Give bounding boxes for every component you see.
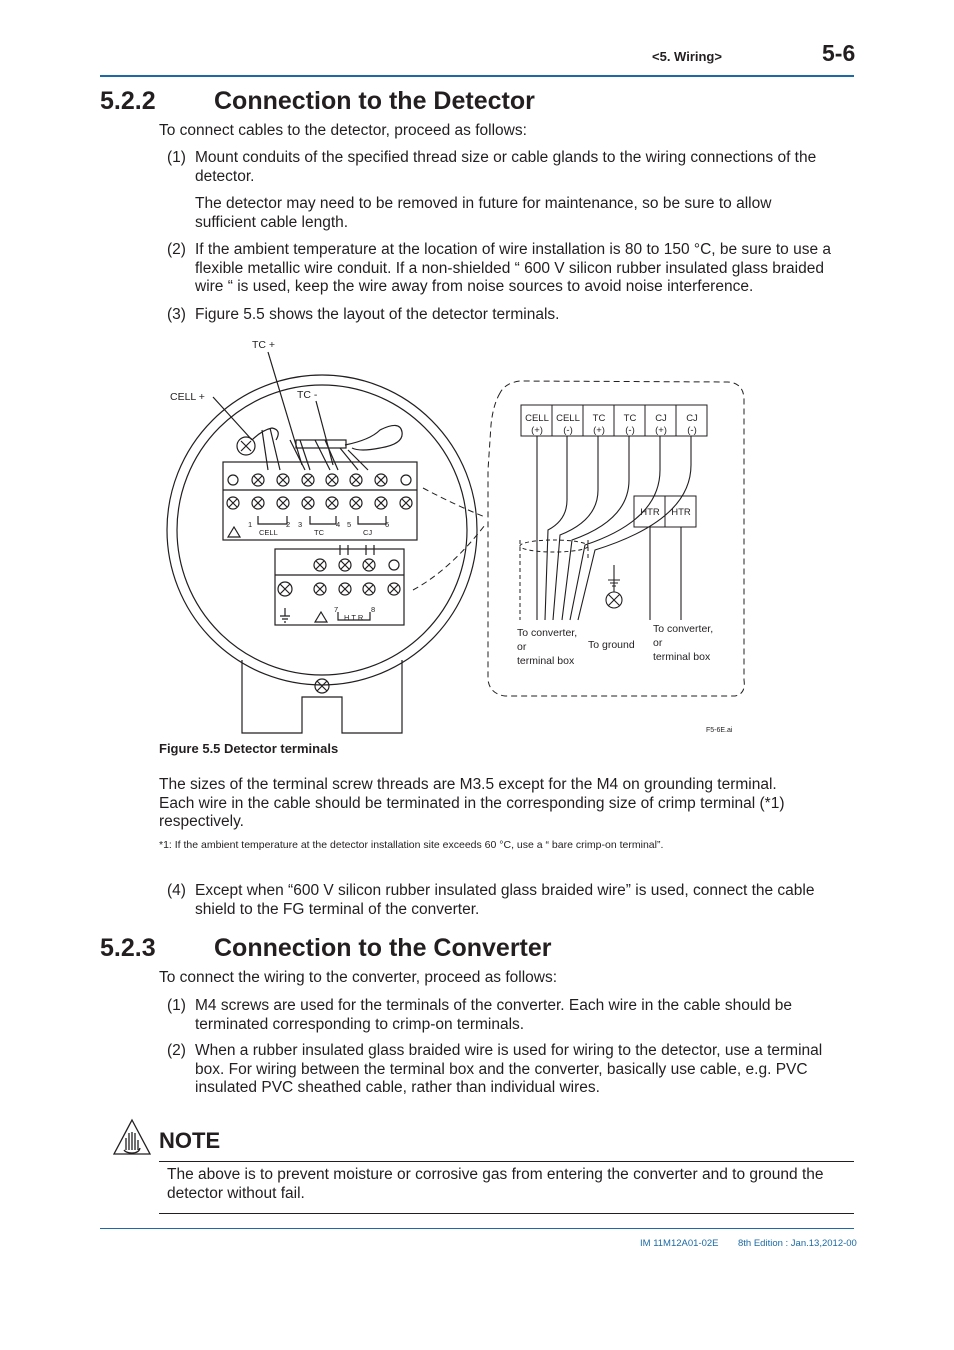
- terminal-label: (+): [655, 425, 667, 436]
- section-title: Connection to the Detector: [214, 87, 535, 115]
- housing-stem: [242, 660, 402, 733]
- block-name: CELL: [259, 528, 278, 537]
- to-converter-label: or: [653, 637, 663, 649]
- block-number: 5: [347, 520, 352, 529]
- footer-rule: [100, 1228, 854, 1229]
- to-converter-label: To converter,: [653, 623, 714, 635]
- list-item-text: [195, 1042, 855, 1098]
- text-line: The sizes of the terminal screw threads are M3.5 except for the M4 on grounding terminal.: [159, 776, 777, 793]
- block-number: 6: [385, 520, 390, 529]
- section-intro: To connect the wiring to the converter, proceed as follows:: [159, 969, 558, 986]
- edition: 8th Edition : Jan.13,2012-00: [738, 1238, 857, 1249]
- section-number: 5.2.2: [100, 87, 156, 115]
- text-line: terminated corresponding to crimp-on terminals.: [195, 1015, 525, 1033]
- list-item-number: (1): [167, 997, 186, 1014]
- text-line: sufficient cable length.: [195, 213, 349, 231]
- block-name: TC: [314, 528, 324, 537]
- tc-minus-label: TC -: [297, 389, 318, 401]
- terminal-label: TC: [592, 413, 606, 424]
- list-item-number: (2): [167, 1042, 186, 1059]
- list-item-number: (1): [167, 149, 186, 166]
- text-line: box. For wiring between the terminal box and the converter, basically use cable, e.g. PVC: [195, 1060, 808, 1078]
- text-line: shield to the FG terminal of the converter.: [195, 900, 480, 918]
- tc-plus-label: TC +: [252, 339, 276, 351]
- figure-caption: Figure 5.5 Detector terminals: [159, 741, 339, 756]
- htr-label: HTR: [671, 507, 691, 518]
- terminal-label: TC: [623, 413, 637, 424]
- text-line: The above is to prevent moisture or corrosive gas from entering the converter and to ground the: [167, 1166, 824, 1183]
- text-line: wire “ is used, keep the wire away from noise sources to avoid noise interference.: [195, 278, 754, 295]
- text-line: Mount conduits of the specified thread size or cable glands to the wiring connections of the: [195, 149, 817, 166]
- header-rule: [100, 75, 854, 77]
- text-line: Except when “600 V silicon rubber insulated glass braided wire” is used, connect the cable: [195, 882, 815, 899]
- list-item-number: (3): [167, 306, 186, 323]
- doc-id: IM 11M12A01-02E: [640, 1238, 719, 1249]
- to-converter-label: To converter,: [517, 627, 578, 639]
- list-item-number: (4): [167, 882, 186, 899]
- block-number: 2: [286, 520, 291, 529]
- text-line: Figure 5.5 shows the layout of the detector terminals.: [195, 306, 560, 323]
- block-number: 4: [336, 520, 341, 529]
- to-converter-label: terminal box: [517, 655, 575, 667]
- block-number: 8: [371, 605, 376, 614]
- terminal-label: CJ: [686, 413, 698, 424]
- note-title: NOTE: [159, 1128, 221, 1153]
- list-item-text: [195, 882, 855, 919]
- list-item-text: [195, 195, 855, 232]
- terminal-screws-top: [228, 474, 411, 486]
- terminal-label: CELL: [556, 413, 580, 424]
- figure-file-id: F5-6E.ai: [706, 727, 733, 734]
- block-name: CJ: [363, 528, 373, 537]
- caution-hand-icon: [112, 1118, 152, 1156]
- section-title: Connection to the Converter: [214, 934, 552, 962]
- text-line: detector without fail.: [167, 1184, 305, 1202]
- terminal-label: (-): [687, 425, 697, 436]
- detector-terminals-figure: [150, 333, 770, 738]
- terminal-label: (+): [531, 425, 543, 436]
- to-converter-label: terminal box: [653, 651, 711, 663]
- terminal-screws-bottom: [227, 497, 412, 509]
- cell-plus-label: CELL +: [170, 391, 205, 403]
- text-line: respectively.: [159, 813, 244, 830]
- terminal-label: CJ: [655, 413, 667, 424]
- paragraph: [159, 776, 784, 832]
- block-number: 7: [334, 605, 339, 614]
- section-intro: To connect cables to the detector, proceed as follows:: [159, 122, 527, 139]
- to-ground-label: To ground: [588, 639, 635, 651]
- terminal-label: (+): [593, 425, 605, 436]
- list-item-text: [195, 306, 855, 325]
- list-item-text: [195, 997, 855, 1034]
- text-line: flexible metallic wire conduit. If a non-shielded “ 600 V silicon rubber insulated glass braided: [195, 259, 824, 277]
- note-bottom-rule: [159, 1213, 854, 1214]
- text-line: insulated PVC sheathed cable, rather than individual wires.: [195, 1079, 600, 1096]
- block-number: 1: [248, 520, 253, 529]
- chapter-header: <5. Wiring>: [652, 49, 722, 64]
- section-number: 5.2.3: [100, 934, 156, 962]
- terminal-label: (-): [563, 425, 573, 436]
- footnote: *1: If the ambient temperature at the detector installation site exceeds 60 °C, use a “ bare crimp-on terminal”.: [159, 839, 664, 851]
- list-item-text: [195, 241, 855, 297]
- htr-label: HTR: [640, 507, 660, 518]
- terminal-label: CELL: [525, 413, 549, 424]
- text-line: M4 screws are used for the terminals of the converter. Each wire in the cable should be: [195, 997, 793, 1014]
- text-line: detector.: [195, 167, 255, 185]
- list-item-number: (2): [167, 241, 186, 258]
- text-line: When a rubber insulated glass braided wire is used for wiring to the detector, use a terminal: [195, 1042, 823, 1059]
- note-top-rule: [159, 1161, 854, 1162]
- block-name: H T R: [344, 613, 364, 622]
- text-line: Each wire in the cable should be terminated in the corresponding size of crimp terminal (*1): [159, 794, 785, 812]
- text-line: If the ambient temperature at the location of wire installation is 80 to 150 °C, be sure to use a: [195, 241, 832, 258]
- list-item-text: [195, 149, 855, 186]
- page-number: 5-6: [822, 40, 856, 66]
- text-line: The detector may need to be removed in future for maintenance, so be sure to allow: [195, 195, 772, 212]
- block-number: 3: [298, 520, 303, 529]
- note-text: [167, 1166, 824, 1203]
- to-converter-label: or: [517, 641, 527, 653]
- cable-wires: [537, 436, 691, 620]
- terminal-label: (-): [625, 425, 635, 436]
- terminal-header-labels: [525, 413, 698, 518]
